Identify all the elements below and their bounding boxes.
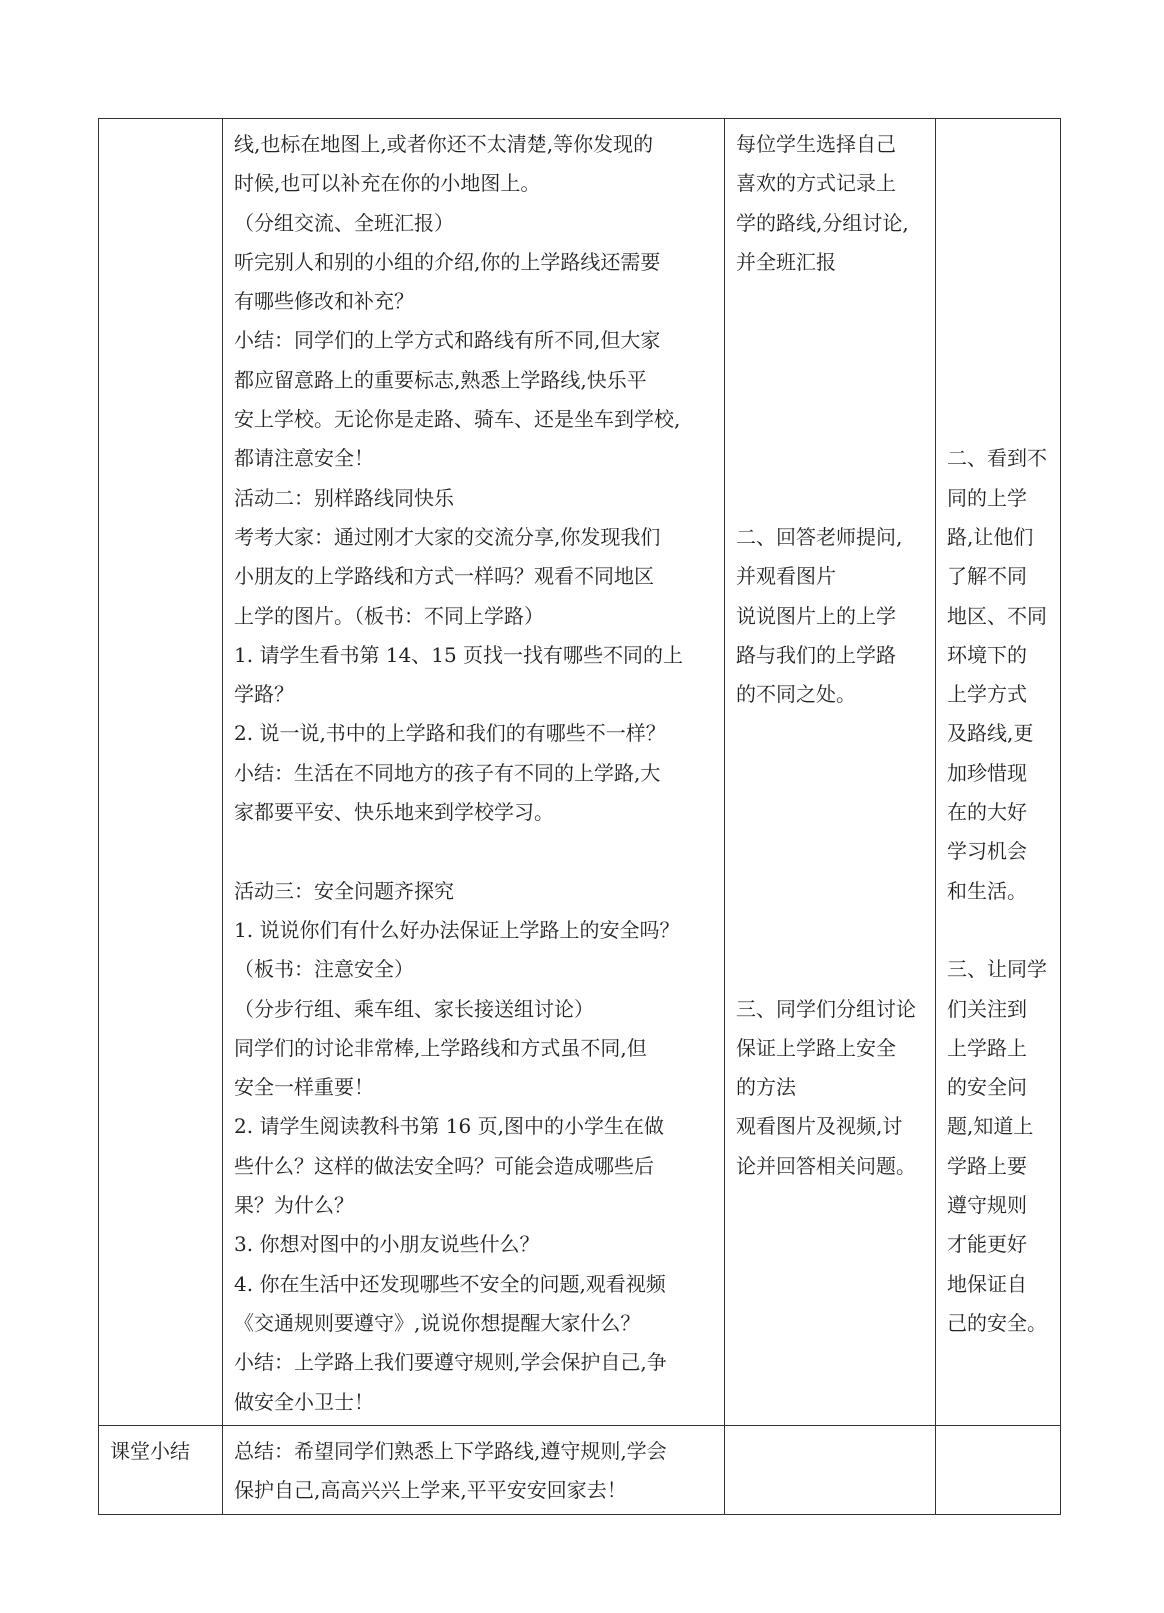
text-line: 2. 说一说,书中的上学路和我们的有哪些不一样？ <box>234 721 666 746</box>
text-line: 学习机会 <box>947 839 1027 864</box>
text-line: 小朋友的上学路线和方式一样吗？观看不同地区 <box>234 564 654 589</box>
text-line: 说说图片上的上学 <box>736 603 896 628</box>
text-line: 及路线,更 <box>947 721 1034 746</box>
text-line: 2. 请学生阅读教科书第 16 页,图中的小学生在做 <box>234 1114 664 1139</box>
blank-line <box>736 832 926 871</box>
text-line: 喜欢的方式记录上 <box>736 171 896 196</box>
blank-line <box>947 400 1051 439</box>
text-line: 小结：上学路上我们要遵守规则,学会保护自己,争 <box>234 1350 667 1375</box>
text-line: 果？为什么？ <box>234 1193 354 1218</box>
cell-summary-text <box>223 1426 725 1515</box>
blank-line <box>736 321 926 360</box>
blank-line <box>947 125 1051 164</box>
text-line: 上学方式 <box>947 682 1027 707</box>
text-line: 才能更好 <box>947 1232 1027 1257</box>
text-line: 二、回答老师提问, <box>736 524 903 549</box>
text-line: 二、看到不 <box>947 446 1047 471</box>
blank-line <box>947 911 1051 950</box>
text-line: （板书：注意安全） <box>234 957 414 982</box>
text-line: 遵守规则 <box>947 1193 1027 1218</box>
blank-line <box>947 282 1051 321</box>
table-row-main <box>99 119 1061 1426</box>
text-line: 保护自己,高高兴兴上学来,平平安安回家去！ <box>234 1478 627 1503</box>
text-line: 了解不同 <box>947 564 1027 589</box>
cell-summary-student <box>725 1426 936 1515</box>
blank-line <box>736 793 926 832</box>
cell-section-label <box>99 119 223 1426</box>
text-line: 同学们的讨论非常棒,上学路线和方式虽不同,但 <box>234 1035 647 1060</box>
text-line: 上学的图片。（板书：不同上学路） <box>234 603 544 628</box>
text-line: 并全班汇报 <box>736 249 836 274</box>
text-line: 三、让同学 <box>947 957 1047 982</box>
blank-line <box>736 282 926 321</box>
text-line: 时候,也可以补充在你的小地图上。 <box>234 171 541 196</box>
text-line: 听完别人和别的小组的介绍,你的上学路线还需要 <box>234 249 661 274</box>
cell-student-activity <box>725 119 936 1426</box>
text-line: 路与我们的上学路 <box>736 642 896 667</box>
lesson-plan-table <box>98 118 1061 1515</box>
text-line: 做安全小卫士！ <box>234 1389 374 1414</box>
text-line: 三、同学们分组讨论 <box>736 996 916 1021</box>
blank-line <box>947 361 1051 400</box>
blank-line <box>947 204 1051 243</box>
text-line: 些什么？这样的做法安全吗？可能会造成哪些后 <box>234 1153 654 1178</box>
text-line: 安全一样重要！ <box>234 1075 374 1100</box>
text-line: 3. 你想对图中的小朋友说些什么？ <box>234 1232 540 1257</box>
text-line: 都请注意安全！ <box>234 446 374 471</box>
blank-line <box>947 321 1051 360</box>
blank-line <box>736 911 926 950</box>
text-line: 学路上要 <box>947 1153 1027 1178</box>
table-row-summary <box>99 1426 1061 1515</box>
blank-line <box>947 243 1051 282</box>
text-line: 在的大好 <box>947 800 1027 825</box>
cell-design-intent <box>936 119 1061 1426</box>
text-line: 和生活。 <box>947 878 1027 903</box>
blank-line <box>736 754 926 793</box>
text-line: 上学路上 <box>947 1035 1027 1060</box>
text-line: （分步行组、乘车组、家长接送组讨论） <box>234 996 594 1021</box>
text-line: 题,知道上 <box>947 1114 1034 1139</box>
cell-summary-intent <box>936 1426 1061 1515</box>
text-line: 观看图片及视频,讨 <box>736 1114 903 1139</box>
text-line: 论并回答相关问题。 <box>736 1153 916 1178</box>
design-intent-lines <box>947 125 1051 1343</box>
text-line: 总结：希望同学们熟悉上下学路线,遵守规则,学会 <box>234 1439 667 1463</box>
text-line: 4. 你在生活中还发现哪些不安全的问题,观看视频 <box>234 1271 666 1296</box>
text-line: 保证上学路上安全 <box>736 1035 896 1060</box>
text-line: 学的路线,分组讨论, <box>736 210 909 235</box>
text-line: 《交通规则要遵守》,说说你想提醒大家什么？ <box>234 1310 641 1335</box>
text-line: 小结：生活在不同地方的孩子有不同的上学路,大 <box>234 760 661 785</box>
text-line: 活动二：别样路线同快乐 <box>234 485 454 510</box>
text-line: 家都要平安、快乐地来到学校学习。 <box>234 800 554 825</box>
text-line: 每位学生选择自己 <box>736 132 896 156</box>
blank-line <box>736 714 926 753</box>
text-line: 地保证自 <box>947 1271 1027 1296</box>
text-line: 己的安全。 <box>947 1310 1047 1335</box>
text-line: 同的上学 <box>947 485 1027 510</box>
student-activity-lines <box>736 125 926 1186</box>
blank-line <box>736 400 926 439</box>
blank-line <box>234 832 715 871</box>
text-line: 环境下的 <box>947 642 1027 667</box>
text-line: 安上学校。无论你是走路、骑车、还是坐车到学校, <box>234 407 681 432</box>
text-line: 都应留意路上的重要标志,熟悉上学路线,快乐平 <box>234 367 647 392</box>
text-line: 有哪些修改和补充？ <box>234 289 414 314</box>
blank-line <box>736 950 926 989</box>
cell-summary-label: 课堂小结 <box>99 1426 223 1515</box>
blank-line <box>736 479 926 518</box>
text-line: 加珍惜现 <box>947 760 1027 785</box>
teacher-activity-lines <box>234 125 715 1422</box>
text-line: 活动三：安全问题齐探究 <box>234 878 454 903</box>
text-line: 路,让他们 <box>947 524 1034 549</box>
blank-line <box>736 361 926 400</box>
text-line: 线,也标在地图上,或者你还不太清楚,等你发现的 <box>234 132 654 156</box>
text-line: 的方法 <box>736 1075 796 1100</box>
text-line: 的不同之处。 <box>736 682 856 707</box>
summary-lines <box>234 1432 715 1511</box>
text-line: （分组交流、全班汇报） <box>234 210 454 235</box>
blank-line <box>947 164 1051 203</box>
cell-teacher-activity <box>223 119 725 1426</box>
text-line: 1. 说说你们有什么好办法保证上学路上的安全吗？ <box>234 917 680 942</box>
text-line: 小结：同学们的上学方式和路线有所不同,但大家 <box>234 328 661 353</box>
text-line: 1. 请学生看书第 14、15 页找一找有哪些不同的上 <box>234 642 684 667</box>
blank-line <box>736 872 926 911</box>
blank-line <box>736 439 926 478</box>
text-line: 地区、不同 <box>947 603 1047 628</box>
text-line: 学路？ <box>234 682 294 707</box>
text-line: 考考大家：通过刚才大家的交流分享,你发现我们 <box>234 524 661 549</box>
text-line: 的安全问 <box>947 1075 1027 1100</box>
text-line: 们关注到 <box>947 996 1027 1021</box>
text-line: 并观看图片 <box>736 564 836 589</box>
